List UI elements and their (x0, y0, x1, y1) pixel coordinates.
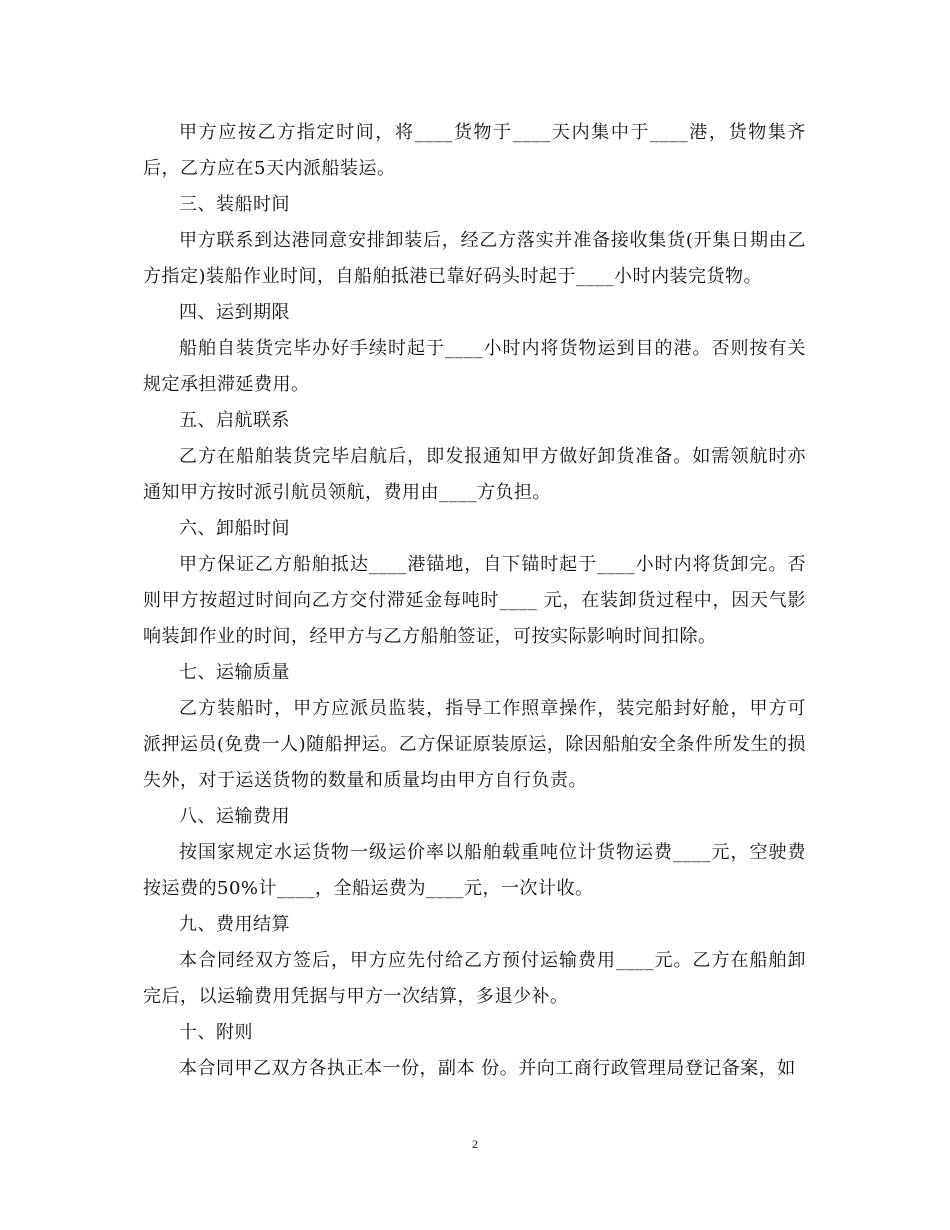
section-heading-transport-quality: 七、运输质量 (179, 662, 290, 683)
section-heading-unloading-time: 六、卸船时间 (179, 518, 290, 539)
page-number: 2 (472, 1137, 478, 1151)
paragraph-loading-time: 甲方联系到达港同意安排卸装后，经乙方落实并准备接收集货(开集日期由乙方指定)装船作业时间，自船舶抵港已靠好码头时起于____小时内装完货物。 (143, 230, 806, 287)
paragraph-delivery-deadline: 船舶自装货完毕办好手续时起于____小时内将货物运到目的港。否则按有关规定承担滞延费用。 (143, 338, 806, 395)
section-heading-delivery-deadline: 四、运到期限 (179, 302, 290, 323)
section-heading-departure-contact: 五、启航联系 (179, 410, 290, 431)
paragraph-fee-settlement: 本合同经双方签后，甲方应先付给乙方预付运输费用____元。乙方在船舶卸完后，以运输费用凭据与甲方一次结算，多退少补。 (143, 950, 806, 1007)
paragraph-unloading-time: 甲方保证乙方船舶抵达____港锚地，自下锚时起于____小时内将货卸完。否则甲方按超过时间向乙方交付滞延金每吨时____ 元，在装卸货过程中，因天气影响装卸作业的时间，经甲方与乙方船舶签证，可按实际影响时间扣除。 (143, 554, 806, 647)
paragraph-departure-contact: 乙方在船舶装货完毕启航后，即发报通知甲方做好卸货准备。如需领航时亦通知甲方按时派引航员领航，费用由____方负担。 (143, 446, 806, 503)
section-heading-transport-fees: 八、运输费用 (179, 806, 290, 827)
paragraph-transport-fees: 按国家规定水运货物一级运价率以船舶载重吨位计货物运费____元，空驶费按运费的50%计____，全船运费为____元，一次计收。 (143, 842, 806, 899)
section-heading-fee-settlement: 九、费用结算 (179, 914, 290, 935)
section-heading-loading-time: 三、装船时间 (179, 194, 290, 215)
paragraph-transport-quality: 乙方装船时，甲方应派员监装，指导工作照章操作，装完船封好舱，甲方可派押运员(免费一人)随船押运。乙方保证原装原运，除因船舶安全条件所发生的损失外，对于运送货物的数量和质量均由甲方自行负责。 (143, 698, 806, 791)
paragraph-cargo-gathering: 甲方应按乙方指定时间，将____货物于____天内集中于____港，货物集齐后，乙方应在5天内派船装运。 (143, 122, 806, 179)
section-heading-supplementary: 十、附则 (179, 1022, 253, 1043)
document-body (143, 115, 806, 1087)
paragraph-supplementary: 本合同甲乙双方各执正本一份，副本 份。并向工商行政管理局登记备案，如 (179, 1058, 796, 1079)
